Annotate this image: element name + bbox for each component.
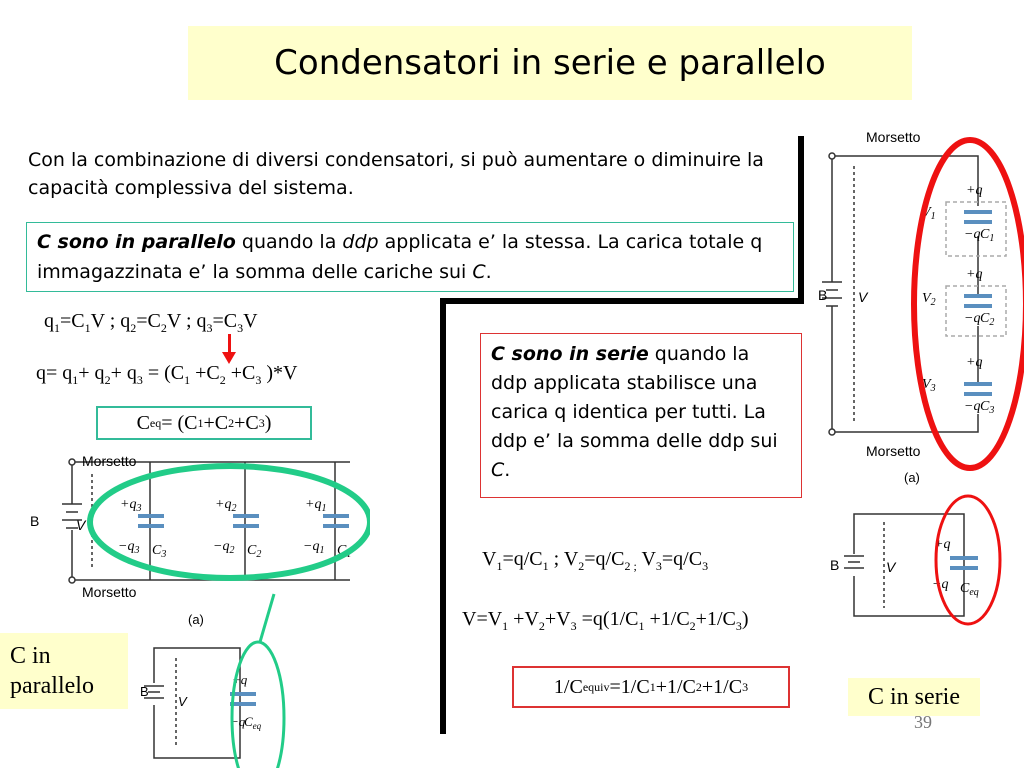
svg-text:C2: $C_2$ — [980, 311, 995, 328]
morsetto-top-label: Morsetto — [82, 453, 137, 469]
ceq-parallel-box: C eq = (C 1 +C 2 +C 3 ) — [96, 406, 312, 440]
parallel-text-b: applicata e’ la stessa. La carica totale q immagazzinata e’ la somma delle cariche sui — [37, 231, 763, 283]
svg-text:+q: +q — [966, 183, 983, 198]
svg-text:V: V — [178, 694, 187, 709]
svg-text:−q3: $-q_3$ — [118, 539, 140, 556]
morsetto-bottom-label: Morsetto — [82, 584, 137, 600]
svg-text:−q: −q — [964, 227, 981, 242]
svg-text:C2: $C_2$ — [247, 543, 262, 560]
page-title: Condensatori in serie e parallelo — [274, 43, 826, 83]
series-circuit-diagram — [818, 126, 1024, 492]
parallel-lead: C sono in parallelo — [37, 231, 236, 253]
svg-text:V2: $V_2$ — [922, 291, 936, 308]
parallel-equivalent-diagram — [140, 588, 300, 768]
svg-text:B: B — [140, 684, 149, 699]
svg-text:B: B — [830, 557, 840, 573]
svg-text:−q: −q — [230, 714, 246, 729]
svg-text:−q: −q — [964, 311, 981, 326]
series-c: C — [491, 459, 505, 481]
svg-text:(a): (a) — [904, 470, 920, 485]
series-end: . — [504, 459, 511, 481]
svg-text:C3: $C_3$ — [980, 399, 995, 416]
svg-text:V1: $V_1$ — [922, 205, 936, 222]
caption-label: (a) — [188, 612, 204, 627]
battery-label: B — [30, 513, 40, 529]
cequiv-series-box: 1/C equiv =1/C 1 +1/C 2 +1/C 3 — [512, 666, 790, 708]
formula-total-voltage: $V=V_1 +V_2+V_3 =q(1/C_1 +1/C_2+1/C_3)$ — [462, 608, 749, 633]
svg-text:B: B — [818, 287, 828, 303]
series-text: quando la ddp applicata stabilisce una carica q identica per tutti. La ddp e’ la somma delle ddp sui — [491, 343, 778, 452]
svg-text:−q2: $-q_2$ — [213, 539, 235, 556]
svg-text:+q: +q — [966, 355, 983, 370]
svg-text:+q: +q — [966, 267, 983, 282]
svg-text:V3: $V_3$ — [922, 377, 936, 394]
separator-bottom-vertical — [440, 298, 446, 734]
separator-horizontal — [440, 298, 804, 304]
formula-charges: $q_1=C_1V$ ; $q_2=C_2V$ ; $q_3=C_3V$ — [44, 310, 258, 335]
svg-text:Ceq: $C_{eq}$ — [960, 581, 979, 598]
parallel-c: C — [472, 261, 486, 283]
svg-text:V: V — [886, 559, 896, 575]
series-label: C in serie — [848, 678, 980, 716]
parallel-definition-box — [26, 222, 794, 292]
svg-text:V: V — [858, 289, 868, 305]
separator-top-vertical — [798, 136, 804, 304]
intro-text: Con la combinazione di diversi condensatori, si può aumentare o diminuire la capacità complessiva del sistema. — [28, 149, 764, 199]
svg-text:−q: −q — [932, 577, 949, 592]
svg-text:+q3: $+q_3$ — [120, 497, 142, 514]
series-definition-box — [480, 333, 802, 498]
formula-total-charge: $q= q_1+ q_2+ q_3 = (C_1 +C_2 +C_3$ )*V — [36, 362, 298, 387]
svg-text:−q: −q — [964, 399, 981, 414]
svg-text:C1: $C_1$ — [337, 543, 352, 560]
svg-text:+q2: $+q_2$ — [215, 497, 237, 514]
svg-text:+q: +q — [232, 672, 248, 687]
voltage-label: V — [76, 517, 86, 533]
series-lead: C sono in serie — [491, 343, 649, 365]
svg-text:Morsetto: Morsetto — [866, 443, 921, 459]
svg-text:Morsetto: Morsetto — [866, 129, 921, 145]
formula-voltages: $V_1=q/C_1$ ; $V_2=q/C_{2 ;}$ $V_3=q/C_3$ — [482, 548, 709, 573]
svg-text:+q1: $+q_1$ — [305, 497, 327, 514]
svg-text:−q1: $-q_1$ — [303, 539, 325, 556]
svg-text:Ceq: $C_{eq}$ — [244, 714, 262, 731]
parallel-ddp: ddp — [342, 231, 379, 253]
svg-text:+q: +q — [934, 537, 951, 552]
svg-text:C3: $C_3$ — [152, 543, 167, 560]
parallel-label: C in parallelo — [0, 633, 128, 709]
page-number: 39 — [914, 712, 932, 732]
title-banner — [188, 26, 912, 100]
svg-text:C1: $C_1$ — [980, 227, 995, 244]
parallel-text-a: quando la — [235, 231, 343, 253]
red-arrow — [228, 334, 231, 354]
series-equivalent-diagram — [828, 494, 1024, 644]
parallel-end: . — [485, 261, 492, 283]
